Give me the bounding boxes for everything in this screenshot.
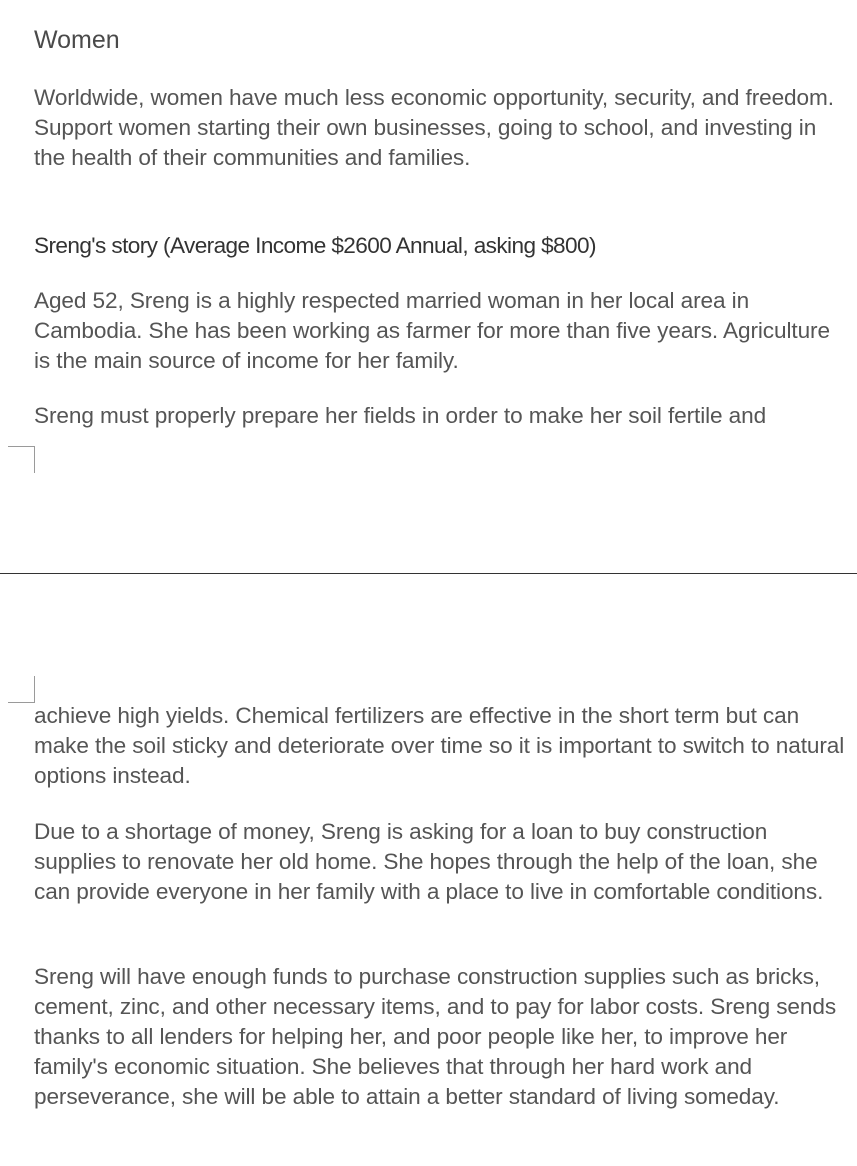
story-paragraph-3: Due to a shortage of money, Sreng is asking for a loan to buy construction supplies to renovate her old home. She hopes through the help of the loan, she can provide everyone in her family with a place to live in comfortable conditions. [34,819,824,904]
story-heading: Sreng's story (Average Income $2600 Annual, asking $800) [34,233,596,258]
intro-paragraph: Worldwide, women have much less economic opportunity, security, and freedom. Support women starting their own businesses, going to school, and investing in the health of their communities and families. [34,85,834,170]
story-paragraph-2-start: Sreng must properly prepare her fields in order to make her soil fertile and [34,403,767,428]
story-paragraph-1: Aged 52, Sreng is a highly respected married woman in her local area in Cambodia. She has been working as farmer for more than five years. Agriculture is the main source of income for her family. [34,288,830,373]
story-paragraph-4: Sreng will have enough funds to purchase construction supplies such as bricks, cement, zinc, and other necessary items, and to pay for labor costs. Sreng sends thanks to all lenders for helping her, and poor people like her, to improve her family's economic situation. She believes that through her hard work and perseverance, she will be able to attain a better standard of living someday. [34,964,837,1109]
page-margin-corner-mark [8,676,35,703]
page-margin-corner-mark [8,446,35,473]
story-paragraph-2-end: achieve high yields. Chemical fertilizers are effective in the short term but can make the soil sticky and deteriorate over time so it is important to switch to natural options instead. [34,703,845,788]
document-page-1 [0,0,857,573]
section-title: Women [34,26,120,54]
